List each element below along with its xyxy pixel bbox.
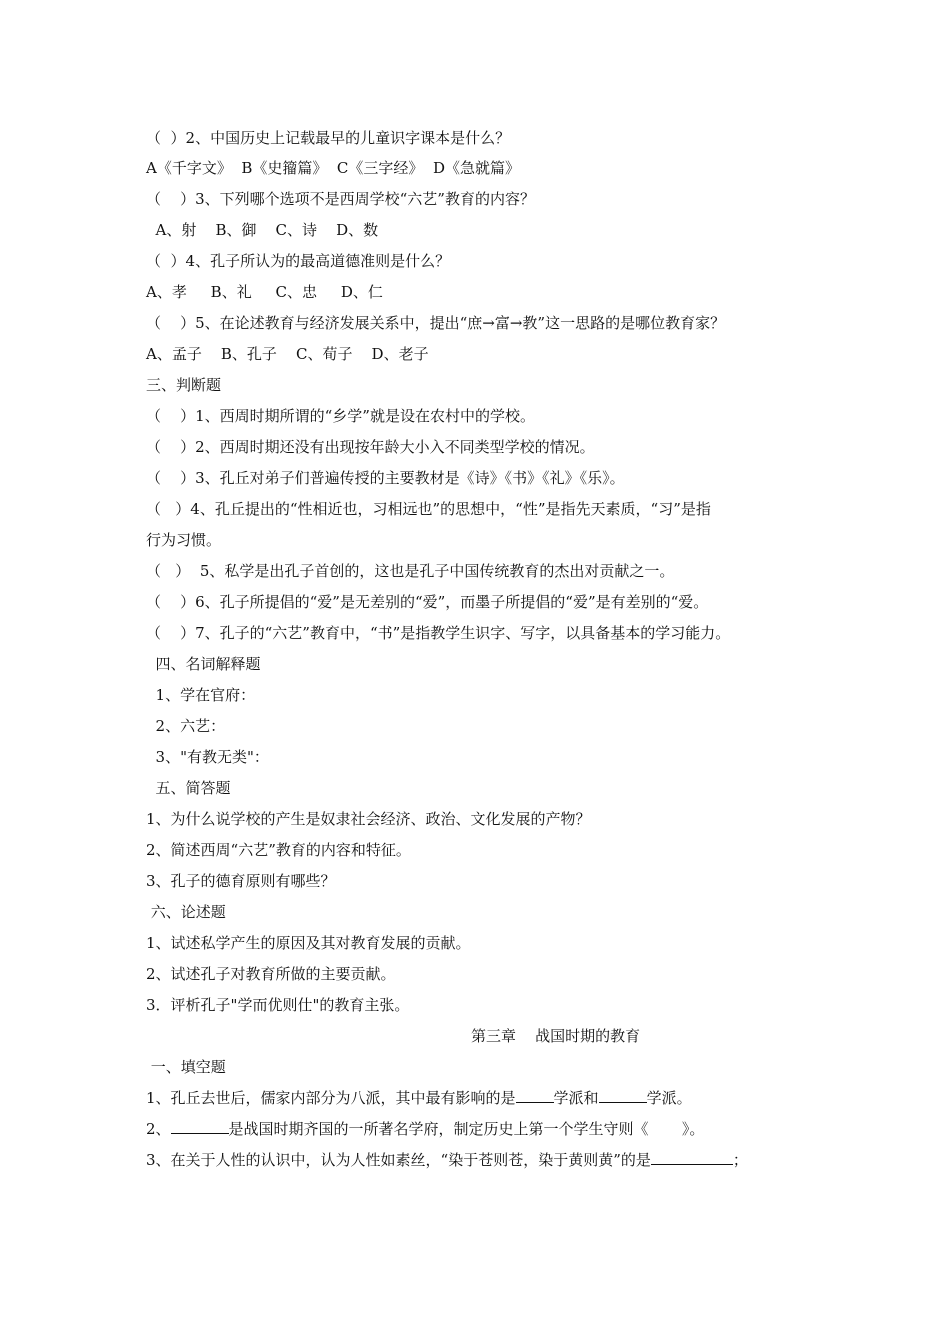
tf-question-1: （ ）1、西周时期所谓的“乡学”就是设在农村中的学校。 — [146, 407, 535, 425]
mc-question-5-options: A、孟子 B、孔子 C、荀子 D、老子 — [146, 345, 429, 363]
fill-blank-3 — [146, 1150, 748, 1170]
tf-question-4-continued: 行为习惯。 — [146, 531, 222, 549]
fill-blank-2-text-a: 2、 — [146, 1120, 171, 1138]
fill-blank-3-text-b: ； — [732, 1151, 748, 1169]
fill-blank-2 — [146, 1119, 704, 1139]
short-answer-1: 1、为什么说学校的产生是奴隶社会经济、政治、文化发展的产物？ — [146, 810, 591, 828]
tf-question-3: （ ）3、孔丘对弟子们普遍传授的主要教材是《诗》《书》《礼》《乐》。 — [146, 469, 625, 487]
mc-question-2-options: A《千字文》 B《史籀篇》 C《三字经》 D《急就篇》 — [146, 159, 520, 177]
fill-blank-2-text-b: 是战国时期齐国的一所著名学府，制定历史上第一个学生守则《 》。 — [228, 1120, 705, 1138]
tf-question-6: （ ）6、孔子所提倡的“爱”是无差别的“爱”，而墨子所提倡的“爱”是有差别的“爱。 — [146, 593, 709, 611]
essay-1: 1、试述私学产生的原因及其对教育发展的贡献。 — [146, 934, 471, 952]
term-1: 1、学在官府： — [146, 686, 256, 704]
answer-blank — [599, 1088, 647, 1103]
term-2: 2、六艺： — [146, 717, 226, 735]
answer-blank — [516, 1088, 554, 1103]
mc-question-4-options: A、孝 B、礼 C、忠 D、仁 — [146, 283, 383, 301]
answer-blank — [171, 1119, 229, 1134]
essay-3: 3．评析孔子"学而优则仕"的教育主张。 — [146, 996, 410, 1014]
tf-question-2: （ ）2、西周时期还没有出现按年龄大小入不同类型学校的情况。 — [146, 438, 595, 456]
fill-blank-1 — [146, 1088, 692, 1108]
tf-question-5: （ ） 5、私学是出孔子首创的，这也是孔子中国传统教育的杰出对贡献之一。 — [146, 562, 675, 580]
fill-blank-3-text-a: 3、在关于人性的认识中，认为人性如素丝，“染于苍则苍，染于黄则黄”的是 — [146, 1151, 651, 1169]
tf-question-4: （ ）4、孔丘提出的“性相近也，习相远也”的思想中，“性”是指先天素质，“习”是指 — [146, 500, 711, 518]
mc-question-2: （ ）2、中国历史上记载最早的儿童识字课本是什么？ — [146, 129, 511, 147]
answer-blank — [651, 1150, 733, 1165]
chapter-title: 第三章 战国时期的教育 — [471, 1027, 641, 1045]
term-explanation-heading: 四、名词解释题 — [146, 655, 261, 673]
essay-2: 2、试述孔子对教育所做的主要贡献。 — [146, 965, 396, 983]
true-false-heading: 三、判断题 — [146, 376, 222, 394]
fill-blank-1-text-c: 学派。 — [646, 1089, 692, 1107]
term-3: 3、"有教无类"： — [146, 748, 269, 766]
short-answer-heading: 五、简答题 — [146, 779, 231, 797]
fill-blank-1-text-b: 学派和 — [553, 1089, 599, 1107]
fill-blank-1-text-a: 1、孔丘去世后，儒家内部分为八派，其中最有影响的是 — [146, 1089, 516, 1107]
tf-question-7: （ ）7、孔子的“六艺”教育中，“书”是指教学生识字、写字，以具备基本的学习能力。 — [146, 624, 731, 642]
short-answer-2: 2、简述西周“六艺”教育的内容和特征。 — [146, 841, 411, 859]
essay-heading: 六、论述题 — [146, 903, 226, 921]
mc-question-4: （ ）4、孔子所认为的最高道德准则是什么？ — [146, 252, 451, 270]
fill-blank-heading: 一、填空题 — [146, 1058, 226, 1076]
mc-question-3-options: A、射 B、御 C、诗 D、数 — [146, 221, 379, 239]
mc-question-3: （ ）3、下列哪个选项不是西周学校“六艺”教育的内容？ — [146, 190, 535, 208]
mc-question-5: （ ）5、在论述教育与经济发展关系中，提出“庶→富→教”这一思路的是哪位教育家？ — [146, 314, 726, 332]
short-answer-3: 3、孔子的德育原则有哪些？ — [146, 872, 336, 890]
